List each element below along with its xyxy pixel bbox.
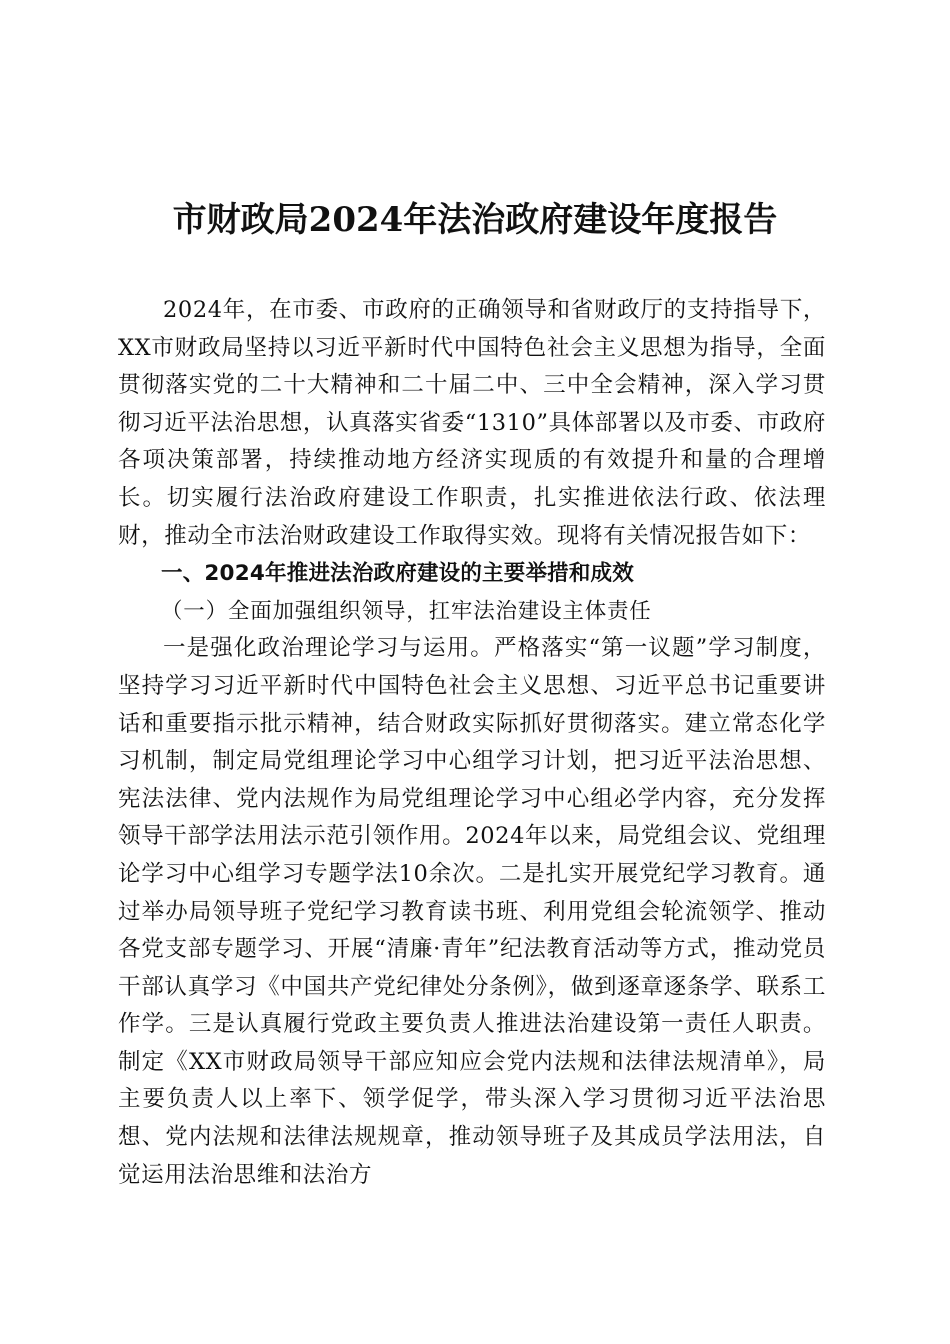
subsection-heading: （一）全面加强组织领导，扛牢法治建设主体责任: [161, 598, 652, 624]
section-heading: 一、2024年推进法治政府建设的主要举措和成效: [161, 561, 634, 587]
document-body: [118, 292, 826, 1194]
subsection-paragraph: 一是强化政治理论学习与运用。严格落实“第一议题”学习制度，坚持学习习近平新时代中国特色社会主义思想、习近平总书记重要讲话和重要指示批示精神，结合财政实际抓好贯彻落实。建立常态化学习机制，制定局党组理论学习中心组学习计划，把习近平法治思想、宪法法律、党内法规作为局党组理论学习中心组必学内容，充分发挥领导干部学法用法示范引领作用。2024年以来，局党组会议、党组理论学习中心组学习专题学法10余次。二是扎实开展党纪学习教育。通过举办局领导班子党纪学习教育读书班、利用党组会轮流领学、推动各党支部专题学习、开展“清廉·青年”纪法教育活动等方式，推动党员干部认真学习《中国共产党纪律处分条例》，做到逐章逐条学、联系工作学。三是认真履行党政主要负责人推进法治建设第一责任人职责。制定《XX市财政局领导干部应知应会党内法规和法律法规清单》，局主要负责人以上率下、领学促学，带头深入学习贯彻习近平法治思想、党内法规和法律法规规章，推动领导班子及其成员学法用法，自觉运用法治思维和法治方: [118, 635, 826, 1188]
intro-paragraph: 2024年，在市委、市政府的正确领导和省财政厅的支持指导下，XX市财政局坚持以习近平新时代中国特色社会主义思想为指导，全面贯彻落实党的二十大精神和二十届二中、三中全会精神，深入学习贯彻习近平法治思想，认真落实省委“1310”具体部署以及市委、市政府各项决策部署，持续推动地方经济实现质的有效提升和量的合理增长。切实履行法治政府建设工作职责，扎实推进依法行政、依法理财，推动全市法治财政建设工作取得实效。现将有关情况报告如下：: [118, 297, 826, 549]
document-title: 市财政局2024年法治政府建设年度报告: [172, 200, 778, 240]
